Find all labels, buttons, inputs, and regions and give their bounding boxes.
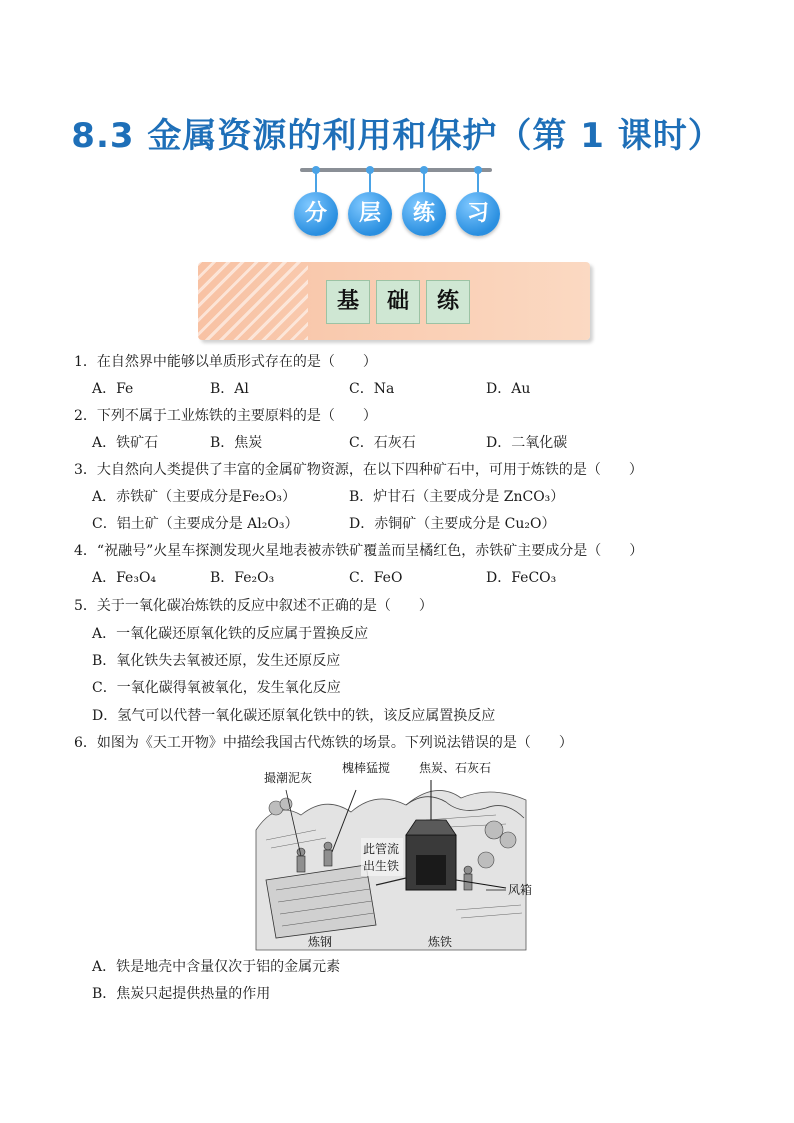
figure-label-bottom-right: 炼铁 [428,935,453,949]
figure-label-right: 风箱 [508,883,533,897]
question-3-stem: 3．大自然向人类提供了丰富的金属矿物资源，在以下四种矿石中，可用于炼铁的是（ ） [74,462,643,478]
question-1-option-b[interactable]: B．Al [210,381,249,397]
figure-label-center-1: 此管流 [363,842,400,856]
figure-label-top-right: 焦炭、石灰石 [419,761,492,775]
question-6-option-b[interactable]: B．焦炭只起提供热量的作用 [92,986,271,1002]
question-4-option-d[interactable]: D．FeCO₃ [486,570,557,586]
question-5-option-a[interactable]: A．一氧化碳还原氧化铁的反应属于置换反应 [92,626,369,642]
question-4-stem: 4．“祝融号”火星车探测发现火星地表被赤铁矿覆盖而呈橘红色，赤铁矿主要成分是（ ） [74,543,644,559]
header-rail [300,168,492,172]
question-5-option-c[interactable]: C．一氧化碳得氧被氧化，发生氧化反应 [92,680,341,696]
question-6-stem: 6．如图为《天工开物》中描绘我国古代炼铁的场景。下列说法错误的是（ ） [74,735,573,751]
section-banner [198,262,590,340]
banner-stripes [198,262,308,340]
bubble-stem [315,172,317,192]
question-2-option-a[interactable]: A．铁矿石 [92,435,159,451]
question-4-option-b[interactable]: B．Fe₂O₃ [210,570,275,586]
header-char-bubble: 分 [294,192,338,236]
section-char-tile: 基 [326,280,370,324]
header-char-bubble: 习 [456,192,500,236]
question-5-option-b[interactable]: B．氧化铁失去氧被还原，发生还原反应 [92,653,341,669]
question-3-option-d[interactable]: D．赤铜矿（主要成分是 Cu₂O） [349,516,556,532]
question-1-option-d[interactable]: D．Au [486,381,531,397]
question-2-stem: 2．下列不属于工业炼铁的主要原料的是（ ） [74,408,377,424]
question-4-option-a[interactable]: A．Fe₃O₄ [92,570,157,586]
bubble-stem [423,172,425,192]
ancient-ironmaking-illustration [256,760,533,950]
question-6-option-a[interactable]: A．铁是地壳中含量仅次于铝的金属元素 [92,959,341,975]
question-5-option-d[interactable]: D．氢气可以代替一氧化碳还原氧化铁中的铁，该反应属置换反应 [92,708,496,724]
figure-label-center-2: 出生铁 [363,859,400,873]
question-1-option-a[interactable]: A．Fe [92,381,134,397]
header-char-bubble: 层 [348,192,392,236]
header-char-bubble: 练 [402,192,446,236]
section-title [326,280,470,324]
question-3-option-c[interactable]: C．铝土矿（主要成分是 Al₂O₃） [92,516,299,532]
bubble-stem [369,172,371,192]
question-2-option-d[interactable]: D．二氧化碳 [486,435,568,451]
question-4-option-c[interactable]: C．FeO [349,570,403,586]
question-1-option-c[interactable]: C．Na [349,381,395,397]
question-3-option-a[interactable]: A．赤铁矿（主要成分是Fe₂O₃） [92,489,297,505]
figure-label-top-left: 撮潮泥灰 [264,771,313,785]
bubble-stem [477,172,479,192]
section-char-tile: 练 [426,280,470,324]
question-5-stem: 5．关于一氧化碳冶炼铁的反应中叙述不正确的是（ ） [74,598,433,614]
figure-label-top-mid: 槐棒猛搅 [342,761,391,775]
question-2-option-c[interactable]: C．石灰石 [349,435,416,451]
page-title: 8.3 金属资源的利用和保护（第 1 课时） [71,116,723,156]
question-2-option-b[interactable]: B．焦炭 [210,435,263,451]
section-char-tile: 础 [376,280,420,324]
figure-label-bottom-left: 炼钢 [308,935,333,949]
question-3-option-b[interactable]: B．炉甘石（主要成分是 ZnCO₃） [349,489,565,505]
question-1-stem: 1．在自然界中能够以单质形式存在的是（ ） [74,354,377,370]
